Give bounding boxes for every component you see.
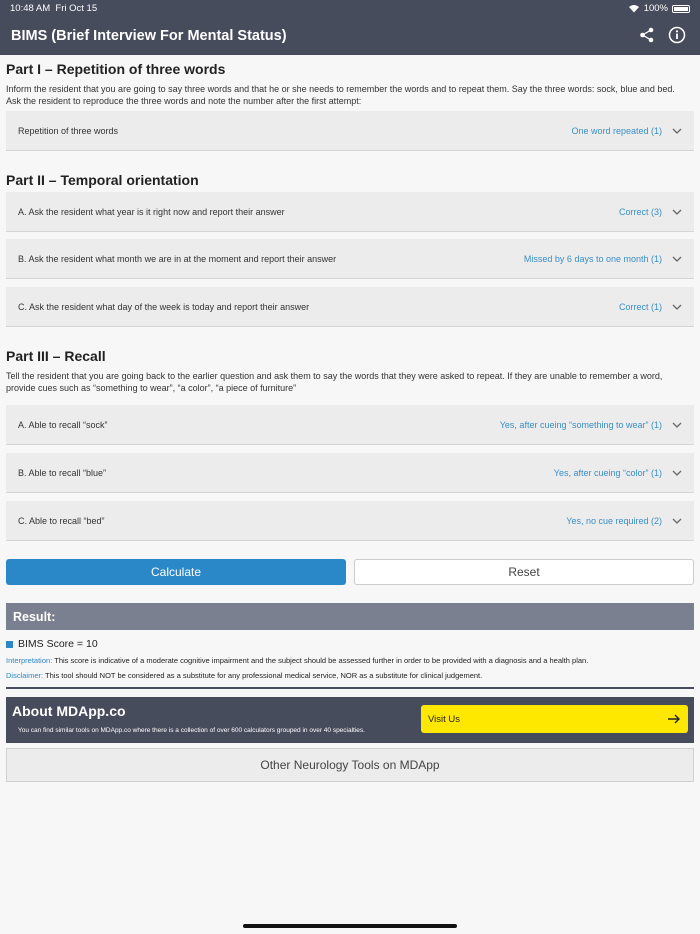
question-value: Yes, after cueing “color” (1) (553, 467, 662, 478)
interpretation-text: This score is indicative of a moderate cognitive impairment and the subject should be assessed further in order to be provided with a diagnosis and a health plan. (54, 656, 589, 665)
question-value: Missed by 6 days to one month (1) (523, 253, 662, 264)
result-header: Result: (6, 603, 694, 630)
app-header (0, 0, 700, 55)
score-value: BIMS Score = 10 (18, 638, 98, 650)
question-day[interactable] (6, 287, 694, 327)
question-value: Yes, no cue required (2) (566, 515, 662, 526)
visit-us-label: Visit Us (428, 713, 461, 725)
about-text: You can find similar tools on MDApp.co where there is a collection of over 600 calculators grouped in over 40 specialties. (18, 727, 365, 734)
arrow-right-icon (667, 714, 681, 724)
interpretation-label: Interpretation: (6, 656, 53, 665)
part3-description: Tell the resident that you are going back to the earlier question and ask them to say the words that they were asked to repeat. If they are unable to remember a word, provide cues such as “something to wear”, “a color”, “a piece of furniture” (6, 371, 663, 393)
question-value: Correct (3) (618, 206, 662, 217)
about-title: About MDApp.co (12, 703, 126, 719)
chevron-down-icon (672, 518, 682, 524)
part2-title: Part II – Temporal orientation (6, 172, 199, 188)
status-time: 10:48 AM Fri Oct 15 (10, 3, 98, 14)
info-icon[interactable] (668, 26, 686, 44)
visit-us-button[interactable] (421, 705, 688, 733)
chevron-down-icon (672, 304, 682, 310)
chevron-down-icon (672, 128, 682, 134)
question-repetition[interactable] (6, 111, 694, 151)
question-label: B. Ask the resident what month we are in at the moment and report their answer (18, 253, 337, 264)
reset-button[interactable]: Reset (354, 559, 694, 585)
chevron-down-icon (672, 209, 682, 215)
chevron-down-icon (672, 470, 682, 476)
chevron-down-icon (672, 256, 682, 262)
disclaimer-label: Disclaimer: (6, 671, 44, 680)
question-label: B. Able to recall “blue” (18, 467, 107, 478)
question-label: C. Ask the resident what day of the week is today and report their answer (18, 301, 310, 312)
question-month[interactable] (6, 239, 694, 279)
question-value: Yes, after cueing “something to wear” (1) (499, 419, 662, 430)
disclaimer-text: This tool should NOT be considered as a substitute for any professional medical service, NOR as a substitute for clinical judgement. (45, 671, 483, 680)
battery-icon (672, 5, 690, 13)
part1-description: Inform the resident that you are going to say three words and that he or she needs to remember the words and to repeat them. Say the three words: sock, blue and bed. Ask the resident to reproduce the three words and note the number after the first attempt: (6, 84, 675, 106)
home-indicator (243, 924, 457, 928)
score-line (6, 638, 98, 650)
question-value: Correct (1) (618, 301, 662, 312)
wifi-icon (628, 4, 640, 13)
question-recall-bed[interactable] (6, 501, 694, 541)
status-right (628, 3, 690, 14)
question-label: Repetition of three words (18, 125, 119, 136)
calculate-button[interactable]: Calculate (6, 559, 346, 585)
battery-percent: 100% (643, 3, 668, 14)
part1-title: Part I – Repetition of three words (6, 61, 226, 77)
question-year[interactable] (6, 192, 694, 232)
chevron-down-icon (672, 422, 682, 428)
part3-title: Part III – Recall (6, 348, 106, 364)
other-tools-button[interactable]: Other Neurology Tools on MDApp (6, 748, 694, 782)
interpretation (6, 656, 588, 665)
question-label: A. Able to recall “sock” (18, 419, 108, 430)
about-banner (6, 697, 694, 743)
question-recall-blue[interactable] (6, 453, 694, 493)
question-value: One word repeated (1) (571, 125, 662, 136)
score-bullet-icon (6, 641, 13, 648)
divider (6, 687, 694, 689)
question-recall-sock[interactable] (6, 405, 694, 445)
share-icon[interactable] (638, 26, 656, 44)
page-title: BIMS (Brief Interview For Mental Status) (11, 28, 287, 44)
disclaimer (6, 671, 482, 680)
question-label: C. Able to recall “bed” (18, 515, 105, 526)
question-label: A. Ask the resident what year is it right now and report their answer (18, 206, 285, 217)
